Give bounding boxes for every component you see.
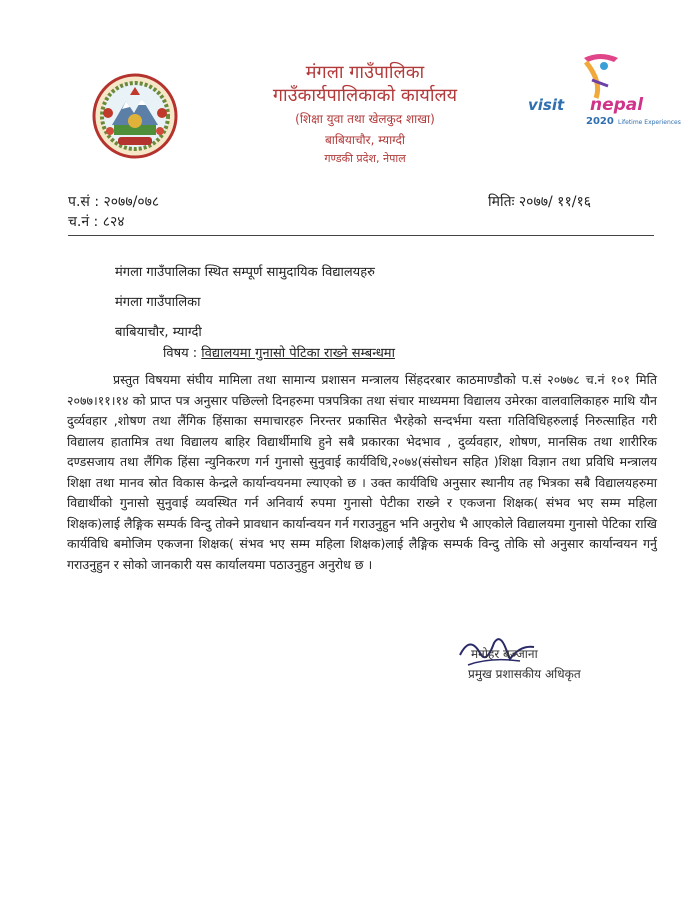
letter-body	[67, 370, 657, 575]
municipality-name: मंगला गाउँपालिका	[305, 62, 425, 83]
subject-label: विषय :	[163, 346, 202, 361]
reference-block	[68, 192, 159, 232]
divider	[68, 235, 654, 236]
nepal-emblem	[92, 73, 178, 159]
office-location: बाबियाचौर, म्याग्दी	[324, 133, 406, 147]
signatory-title: प्रमुख प्रशासकीय अधिकृत	[468, 667, 581, 681]
visit-nepal-logo	[522, 52, 681, 132]
letter-number: प.सं : २०७७/०७८	[68, 194, 160, 210]
logo-nepal: nepal	[590, 95, 644, 115]
logo-tagline: Lifetime Experiences	[618, 119, 681, 126]
addressee-line-2: मंगला गाउँपालिका	[115, 295, 201, 310]
logo-visit: visit	[528, 96, 565, 114]
subject-line	[163, 343, 395, 361]
subject-text: विद्यालयमा गुनासो पेटिका राख्ने सम्बन्धमा	[201, 346, 395, 361]
addressee-line-1: मंगला गाउँपालिका स्थित सम्पूर्ण सामुदायिक विद्यालयहरु	[115, 265, 375, 280]
letterhead	[200, 62, 530, 168]
dispatch-number: च.नं : ८२४	[68, 214, 125, 230]
logo-year: 2020	[586, 116, 614, 127]
signatory-name: मनोहर बञ्जाना	[471, 647, 538, 661]
province-country: गण्डकी प्रदेश, नेपाल	[324, 152, 406, 165]
addressee-line-3: बाबियाचौर, म्याग्दी	[115, 325, 202, 340]
letter-date: मितिः २०७७/ ११/१६	[488, 194, 592, 210]
office-name: गाउँकार्यपालिकाको कार्यालय	[272, 85, 458, 106]
body-text: प्रस्तुत विषयमा संघीय मामिला तथा सामान्य प्रशासन मन्त्रालय सिंहदरबार काठमाण्डौको प.सं २०७७८ च.नं १०१ मिति २०७७।११।१४ को प्राप्त पत्र अनुसार पछिल्लो दिनहरुमा पत्रपत्रिका तथा संचार माध्यममा विद्यालय उमेरका वालवालिकाहरु माथि यौन दुर्व्यवहार ,शोषण तथा लैंगिक हिंसाका समाचारहरु निरन्तर प्रकासित भैरहेको सन्दर्भमा यस्ता गतिविधिहरुलाई निरुत्साहित गरी विद्यालय हातामित्र तथा विद्यालय बाहिर विद्यार्थीमाथि हुने सबै प्रकारका भेदभाव , दुर्व्यवहार, शोषण, मानसिक तथा शारीरिक दण्डसजाय तथा लैंगिक हिंसा न्युनिकरण गर्न गुनासो सुनुवाई कार्यविधि,२०७४(संसोधन सहित )शिक्षा विज्ञान तथा प्रविधि मन्त्रालय शिक्षा तथा मानव स्रोत विकास केन्द्रले कार्यान्वयनमा ल्याएको छ । उक्त कार्यविधि अनुसार स्थानीय तह भित्रका सबै विद्यालयहरुमा विद्यार्थीको गुनासो सुनुवाई व्यवस्थित गर्न अनिवार्य रुपमा गुनासो पेटीका राख्ने र एकजना शिक्षक( संभव भए सम्म महिला शिक्षक)लाई लैङ्गिक सम्पर्क विन्दु तोक्ने प्रावधान कार्यान्वयन गर्न गराउनुहुन भनि अनुरोध भै आएकोले विद्यालयमा गुनासो पेटिका राखि कार्यविधि बमोजिम एकजना शिक्षक( संभव भए सम्म महिला शिक्षक)लाई लैङ्गिक सम्पर्क विन्दु तोकि सो अनुसार कार्यान्वयन गर्नु गराउनुहुन र सोको जानकारी यस कार्यालयमा पठाउनुहुन अनुरोध छ ।	[67, 372, 657, 572]
section-name: (शिक्षा युवा तथा खेलकुद शाखा)	[295, 112, 435, 126]
